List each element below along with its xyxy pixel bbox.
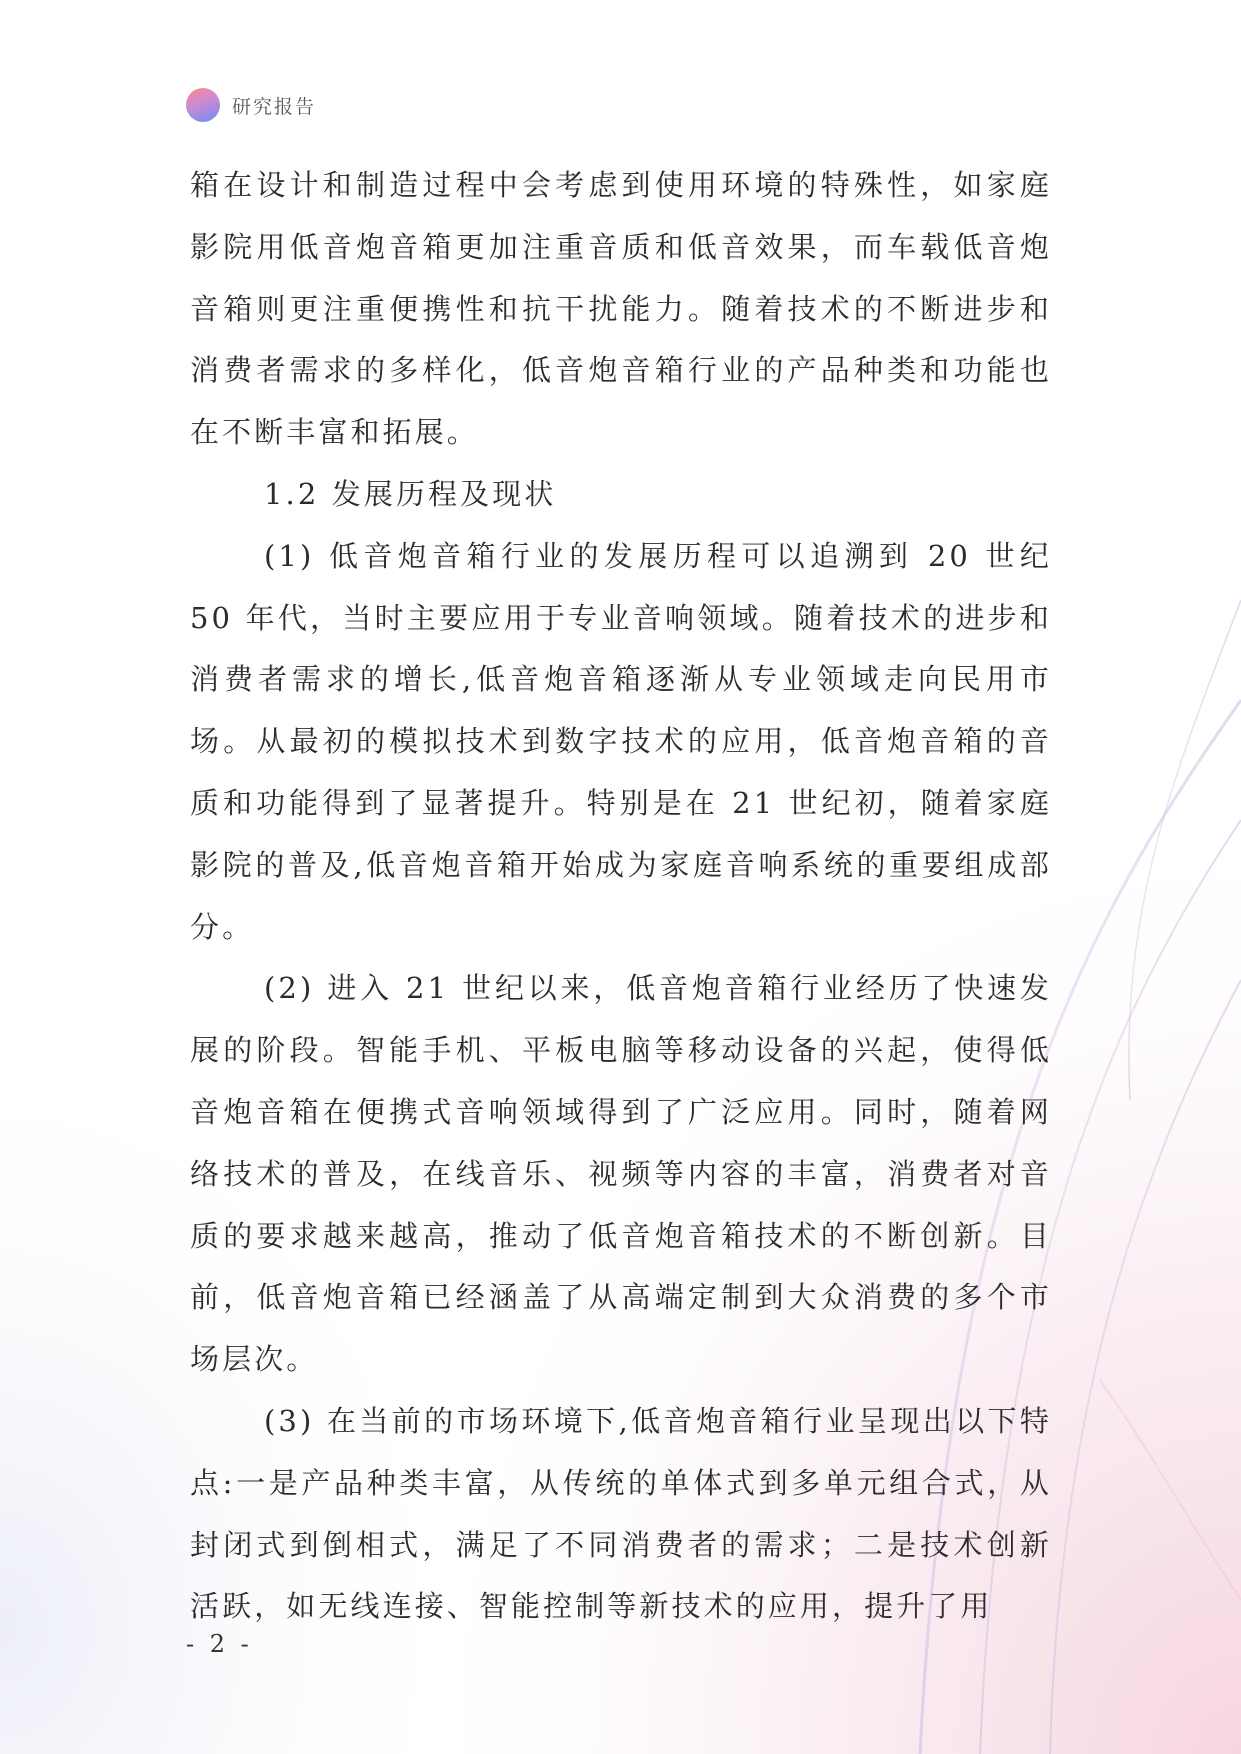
section-heading: 1.2 发展历程及现状 (264, 476, 557, 511)
paragraph-1: (1) 低音炮音箱行业的发展历程可以追溯到 20 世纪 50 年代，当时主要应用于专业音响领域。随着技术的进步和消费者需求的增长,低音炮音箱逐渐从专业领域走向民用市场。从最初的模拟技术到数字技术的应用，低音炮音箱的音质和功能得到了显著提升。特别是在 21 世纪初，随着家庭影院的普及,低音炮音箱开始成为家庭音响系统的重要组成部分。 (190, 538, 1052, 944)
paragraph-continuation: 箱在设计和制造过程中会考虑到使用环境的特殊性，如家庭影院用低音炮音箱更加注重音质和低音效果，而车载低音炮音箱则更注重便携性和抗干扰能力。随着技术的不断进步和消费者需求的多样化，低音炮音箱行业的产品种类和功能也在不断丰富和拓展。 (190, 168, 1052, 450)
report-logo (186, 88, 220, 122)
page-number: - 2 - (186, 1630, 253, 1658)
paragraph-2: (2) 进入 21 世纪以来，低音炮音箱行业经历了快速发展的阶段。智能手机、平板电脑等移动设备的兴起，使得低音炮音箱在便携式音响领域得到了广泛应用。同时，随着网络技术的普及，在线音乐、视频等内容的丰富，消费者对音质的要求越来越高，推动了低音炮音箱技术的不断创新。目前，低音炮音箱已经涵盖了从高端定制到大众消费的多个市场层次。 (190, 971, 1052, 1377)
report-header (186, 88, 316, 122)
header-title: 研究报告 (232, 95, 317, 118)
document-body (190, 155, 1052, 1638)
paragraph-3: (3) 在当前的市场环境下,低音炮音箱行业呈现出以下特点:一是产品种类丰富，从传统的单体式到多单元组合式，从封闭式到倒相式，满足了不同消费者的需求；二是技术创新活跃，如无线连接、智能控制等新技术的应用，提升了用 (190, 1403, 1052, 1624)
